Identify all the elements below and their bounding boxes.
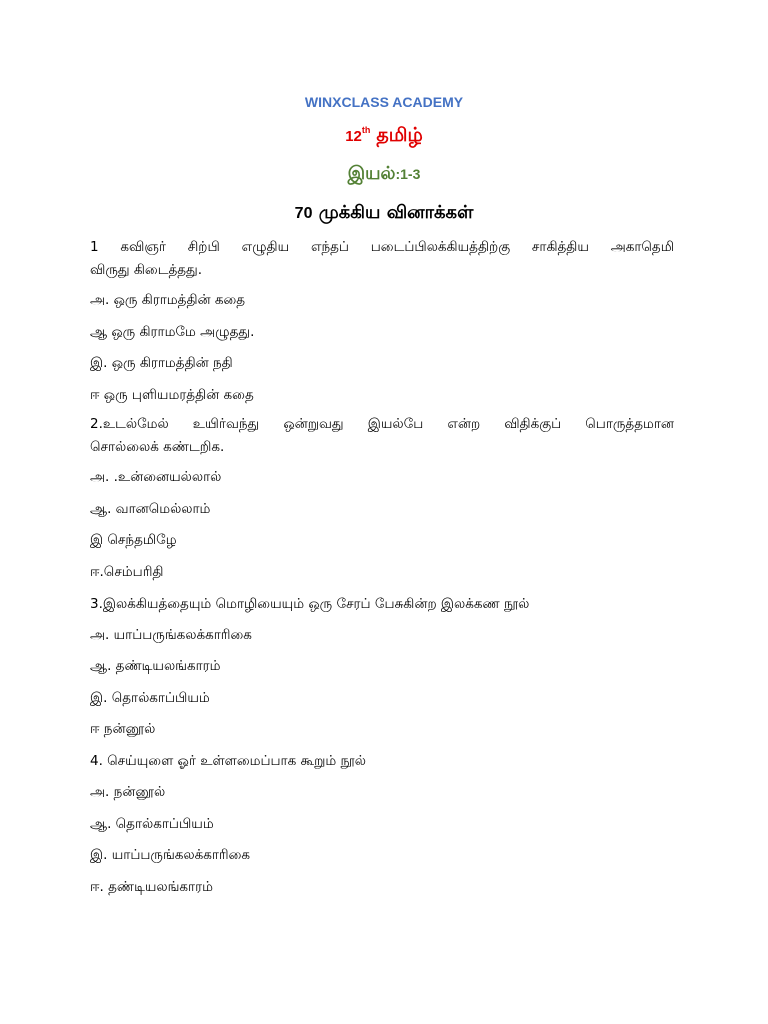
heading-text: முக்கிய வினாக்கள் <box>318 202 474 223</box>
question-4-line-1: 4. செய்யுளை ஓர் உள்ளமைப்பாக கூறும் நூல் <box>90 753 366 769</box>
question-2-option-d: ஈ.செம்பரிதி <box>90 564 164 580</box>
question-1-option-c: இ. ஒரு கிராமத்தின் நதி <box>90 355 233 371</box>
question-1-option-a: அ. ஒரு கிராமத்தின் கதை <box>90 292 246 308</box>
question-count: 70 <box>294 205 313 222</box>
question-1-option-b: ஆ ஒரு கிராமமே அழுதது. <box>90 324 255 340</box>
question-3-option-b: ஆ. தண்டியலங்காரம் <box>90 658 221 674</box>
question-2-option-c: இ செந்தமிழே <box>90 532 177 548</box>
subject-superscript: th <box>361 125 371 135</box>
unit-label: இயல் <box>347 163 396 184</box>
question-2-line-1: 2.உடல்மேல் உயிர்வந்து ஒன்றுவது இயல்பே என்ற விதிக்குப் பொருத்தமான <box>90 416 674 432</box>
unit-title <box>0 163 768 186</box>
question-4-option-d: ஈ. தண்டியலங்காரம் <box>90 879 213 895</box>
question-4-option-a: அ. நன்னூல் <box>90 784 166 800</box>
question-1-line-2: விருது கிடைத்தது. <box>90 262 203 278</box>
question-2-option-a: அ. .உன்னையல்லால் <box>90 469 222 485</box>
question-1-option-d: ஈ ஒரு புளியமரத்தின் கதை <box>90 387 254 403</box>
section-heading <box>0 202 768 225</box>
question-3-option-c: இ. தொல்காப்பியம் <box>90 690 210 706</box>
question-3-line-1: 3.இலக்கியத்தையும் மொழியையும் ஒரு சேரப் பேசுகின்ற இலக்கண நூல் <box>90 596 530 612</box>
subject-word: தமிழ் <box>376 124 423 146</box>
question-2-option-b: ஆ. வானமெல்லாம் <box>90 501 211 517</box>
academy-name: WINXCLASS ACADEMY <box>304 94 464 110</box>
question-4-option-c: இ. யாப்பருங்கலக்காரிகை <box>90 847 251 863</box>
question-3-option-a: அ. யாப்பருங்கலக்காரிகை <box>90 627 252 643</box>
question-1-line-1: 1 கவிஞர் சிற்பி எழுதிய எந்தப் படைப்பிலக்கியத்திற்கு சாகித்திய அகாதெமி <box>90 239 674 255</box>
question-2-line-2: சொல்லைக் கண்டறிக. <box>90 439 225 455</box>
subject-title <box>0 124 768 149</box>
unit-range: :1-3 <box>395 166 421 182</box>
subject-number: 12 <box>345 128 362 145</box>
question-4-option-b: ஆ. தொல்காப்பியம் <box>90 816 214 832</box>
question-3-option-d: ஈ நன்னூல் <box>90 721 156 737</box>
